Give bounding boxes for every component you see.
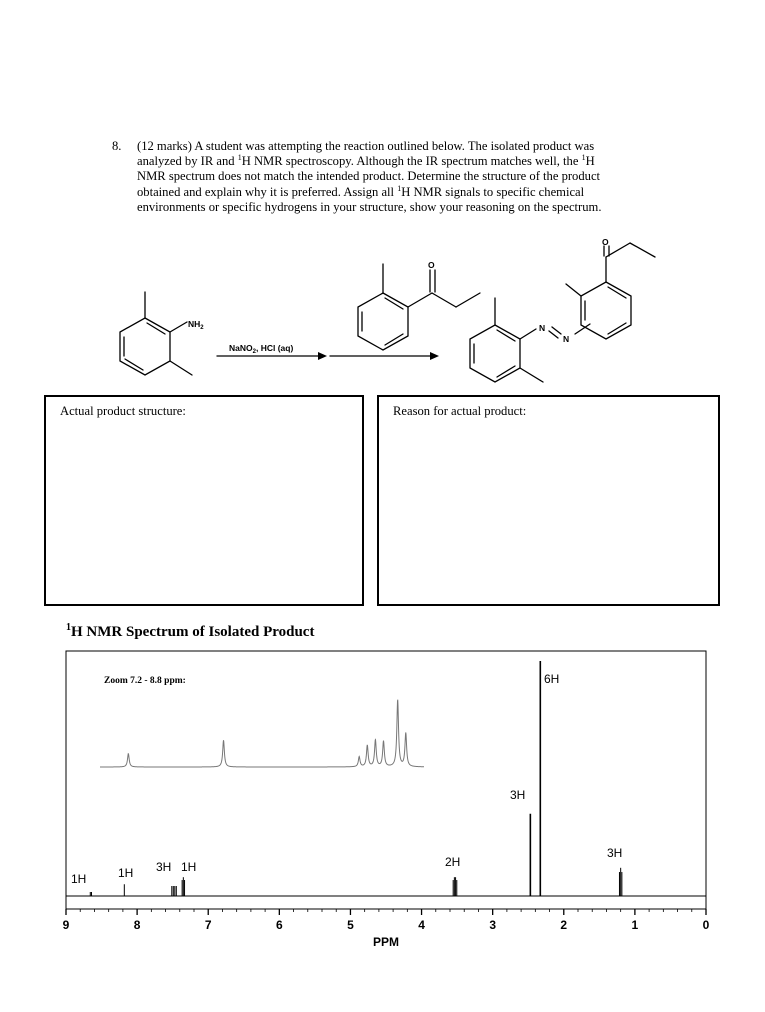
aniline-ring (120, 318, 170, 375)
integration-2-47: 3H (510, 788, 526, 802)
x-tick-label: 3 (489, 918, 497, 932)
azo-product-structure (470, 243, 655, 382)
azo-n2: N (563, 334, 570, 344)
question-line-1: (12 marks) A student was attempting the reaction outlined below. The isolated product was (137, 139, 595, 153)
x-tick-label: 4 (418, 918, 425, 932)
ketone-oxygen: O (428, 260, 435, 270)
x-axis-ticks (63, 909, 710, 932)
integration-8-18: 1H (118, 866, 134, 880)
ketone-ring (358, 293, 408, 350)
azo-right-ring (581, 282, 631, 339)
question-line-4-a: obtained and explain why it is preferred. Assign all (137, 184, 398, 199)
integration-3-53: 2H (445, 855, 461, 869)
question-text (137, 139, 702, 215)
aniline-cn-bond (170, 322, 187, 332)
question-line-4-sup: 1 (397, 183, 402, 193)
propiophenone-structure (358, 264, 480, 350)
question-line-3: NMR spectrum does not match the intended product. Determine the structure of the product (137, 169, 601, 184)
question-number: 8. (112, 139, 122, 153)
question-line-2-c: H (585, 154, 595, 169)
question-line-2 (137, 154, 702, 169)
reaction-scheme (0, 225, 765, 390)
question-line-2-b: H NMR spectroscopy. Although the IR spectrum matches well, the (241, 154, 582, 169)
actual-product-box[interactable] (44, 395, 364, 606)
integration-7-47: 3H (156, 860, 172, 874)
arrow-2-head (430, 352, 439, 360)
question-line-4 (137, 185, 702, 200)
inset-zoom-trace (100, 700, 424, 767)
question-line-2-sup-b: 1 (581, 153, 586, 163)
zoom-label: Zoom 7.2 - 8.8 ppm: (104, 676, 186, 686)
reason-box[interactable] (377, 395, 720, 606)
question-line-4-b: H NMR signals to specific chemical (401, 184, 585, 199)
azo-n1: N (539, 323, 546, 333)
x-tick-label: 8 (133, 918, 141, 932)
x-tick-label: 6 (275, 918, 283, 932)
spectrum-title (66, 624, 314, 641)
question-line-2-a: analyzed by IR and (137, 154, 238, 169)
integration-2-33: 6H (544, 672, 560, 686)
reason-label: Reason for actual product: (393, 404, 527, 418)
azo-left-ring (470, 325, 520, 382)
x-tick-label: 0 (702, 918, 710, 932)
aniline-methyl-2 (170, 361, 192, 375)
x-axis-label: PPM (372, 935, 400, 949)
integration-1-20: 3H (607, 846, 623, 860)
x-tick-label: 7 (204, 918, 212, 932)
product-oxygen: O (602, 237, 609, 247)
integration-8-65: 1H (71, 872, 87, 886)
question-line-5: environments or specific hydrogens in your structure, show your reasoning on the spectrum. (137, 199, 602, 214)
x-tick-label: 2 (560, 918, 568, 932)
dimethylaniline-structure (120, 292, 192, 375)
question-line-2-sup-a: 1 (237, 153, 242, 163)
spectrum-title-sup: 1 (66, 622, 71, 633)
actual-product-label: Actual product structure: (60, 404, 186, 418)
reagent-label: NaNO$_2$, HCl (aq) (229, 343, 294, 355)
x-tick-label: 5 (347, 918, 354, 932)
nmr-spectrum (0, 645, 765, 955)
x-tick-label: 9 (62, 918, 70, 932)
x-tick-label: 1 (631, 918, 639, 932)
nh2-label: $NH_2$ (188, 319, 204, 331)
integration-7-35: 1H (181, 860, 197, 874)
spectrum-title-text: H NMR Spectrum of Isolated Product (71, 624, 315, 640)
arrow-1-head (318, 352, 327, 360)
